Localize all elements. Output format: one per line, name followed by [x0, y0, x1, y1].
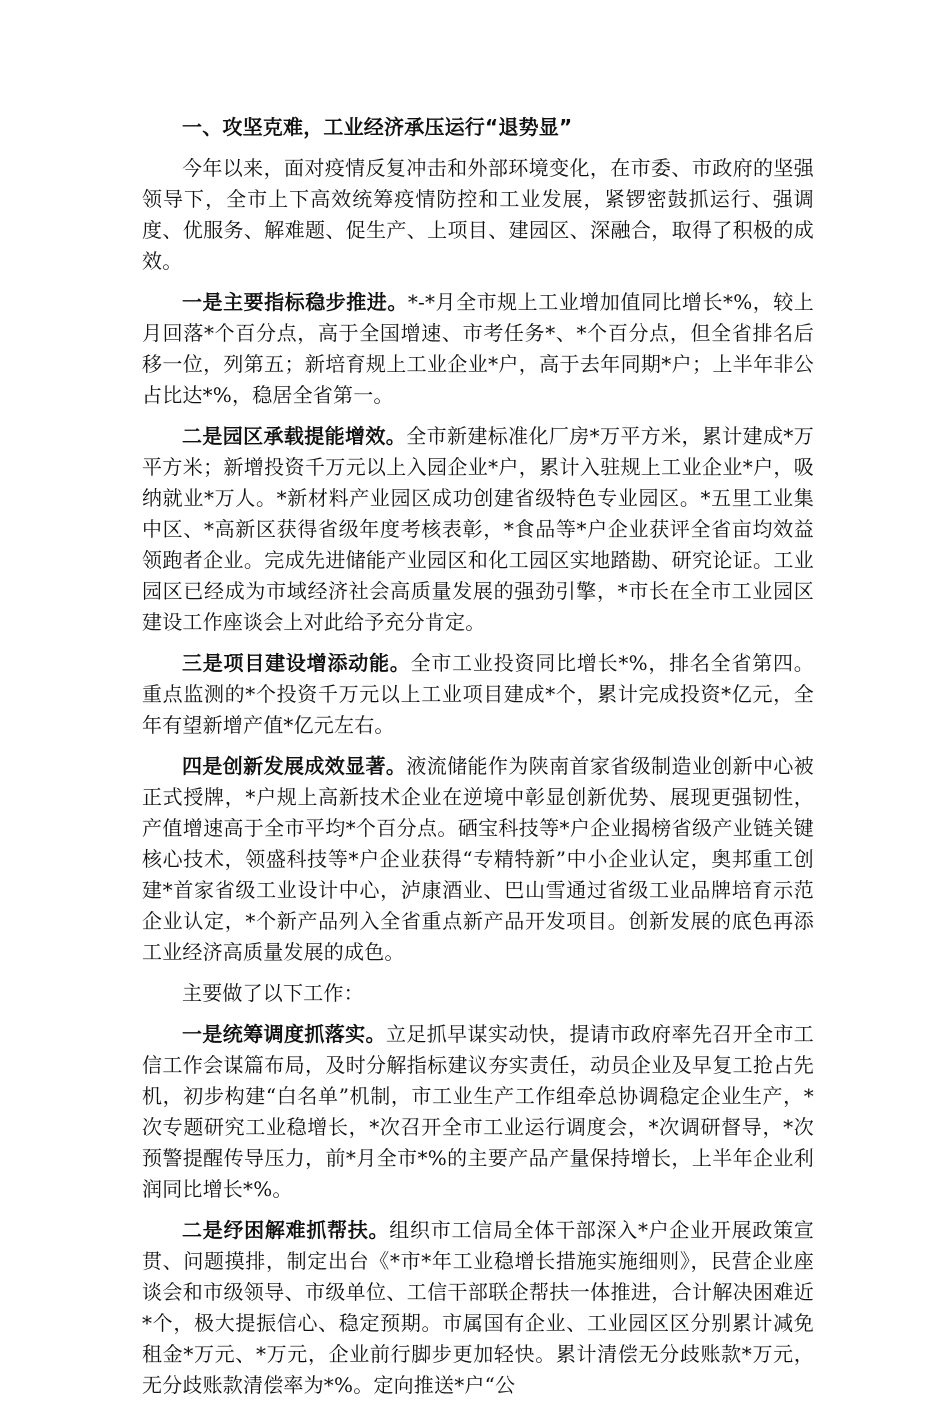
- paragraph-lead: 四是创新发展成效显著。: [182, 754, 407, 778]
- paragraph-innovation: [142, 751, 814, 968]
- document-page: [142, 112, 814, 1411]
- paragraph-lead: 一是主要指标稳步推进。: [182, 290, 408, 314]
- paragraph-projects: [142, 648, 814, 741]
- paragraph-intro: [142, 153, 814, 277]
- paragraph-assistance: [142, 1215, 814, 1401]
- paragraph-text: 立足抓早谋实动快，提请市政府率先召开全市工信工作会谋篇布局，及时分解指标建议夯实责任，动员企业及早复工抢占先机，初步构建“白名单”机制，市工业生产工作组牵总协调稳定企业生产，*次专题研究工业稳增长，*次召开全市工业运行调度会，*次调研督导，*次预警提醒传导压力，前*月全市*%的主要产品产量保持增长，上半年企业利润同比增长*%。: [142, 1022, 815, 1201]
- paragraph-text: 主要做了以下工作：: [182, 981, 364, 1005]
- paragraph-lead: 二是纾困解难抓帮扶。: [182, 1218, 390, 1242]
- paragraph-text: *-*月全市规上工业增加值同比增长*%，较上月回落*个百分点，高于全国增速、市考任务*、*个百分点，但全省排名后移一位，列第五；新培育规上工业企业*户，高于去年同期*户；上半年非公占比达*%，稳居全省第一。: [142, 290, 814, 407]
- paragraph-coordination: [142, 1019, 814, 1205]
- paragraph-lead: 一是统筹调度抓落实。: [182, 1022, 386, 1046]
- paragraph-indicators: [142, 287, 814, 411]
- paragraph-lead: 二是园区承载提能增效。: [182, 424, 407, 448]
- paragraph-text: 今年以来，面对疫情反复冲击和外部环境变化，在市委、市政府的坚强领导下，全市上下高效统筹疫情防控和工业发展，紧锣密鼓抓运行、强调度、优服务、解难题、促生产、上项目、建园区、深融合，取得了积极的成效。: [142, 156, 814, 273]
- paragraph-work-intro: [142, 978, 814, 1009]
- paragraph-lead: 三是项目建设增添动能。: [182, 651, 411, 675]
- paragraph-text: 组织市工信局全体干部深入*户企业开展政策宣贯、问题摸排，制定出台《*市*年工业稳增长措施实施细则》，民营企业座谈会和市级领导、市级单位、工信干部联企帮扶一体推进，合计解决困难近*个，极大提振信心、稳定预期。市属国有企业、工业园区区分别累计减免租金*万元、*万元，企业前行脚步更加轻快。累计清偿无分歧账款*万元，无分歧账款清偿率为*%。定向推送*户“公: [142, 1218, 814, 1397]
- section-heading: 一、攻坚克难，工业经济承压运行“退势显”: [182, 115, 573, 139]
- paragraph-parks: [142, 421, 814, 638]
- paragraph-text: 全市新建标准化厂房*万平方米，累计建成*万平方米；新增投资千万元以上入园企业*户，累计入驻规上工业企业*户，吸纳就业*万人。*新材料产业园区成功创建省级特色专业园区。*五里工业集中区、*高新区获得省级年度考核表彰，*食品等*户企业获评全省亩均效益领跑者企业。完成先进储能产业园区和化工园区实地踏勘、研究论证。工业园区已经成为市域经济社会高质量发展的强劲引擎，*市长在全市工业园区建设工作座谈会上对此给予充分肯定。: [142, 424, 814, 634]
- paragraph-text: 全市工业投资同比增长*%，排名全省第四。重点监测的*个投资千万元以上工业项目建成*个，累计完成投资*亿元，全年有望新增产值*亿元左右。: [142, 651, 814, 737]
- paragraph-text: 液流储能作为陕南首家省级制造业创新中心被正式授牌，*户规上高新技术企业在逆境中彰显创新优势、展现更强韧性，产值增速高于全市平均*个百分点。硒宝科技等*户企业揭榜省级产业链关键核心技术，领盛科技等*户企业获得“专精特新”中小企业认定，奥邦重工创建*首家省级工业设计中心，泸康酒业、巴山雪通过省级工业品牌培育示范企业认定，*个新产品列入全省重点新产品开发项目。创新发展的底色再添工业经济高质量发展的成色。: [142, 754, 814, 964]
